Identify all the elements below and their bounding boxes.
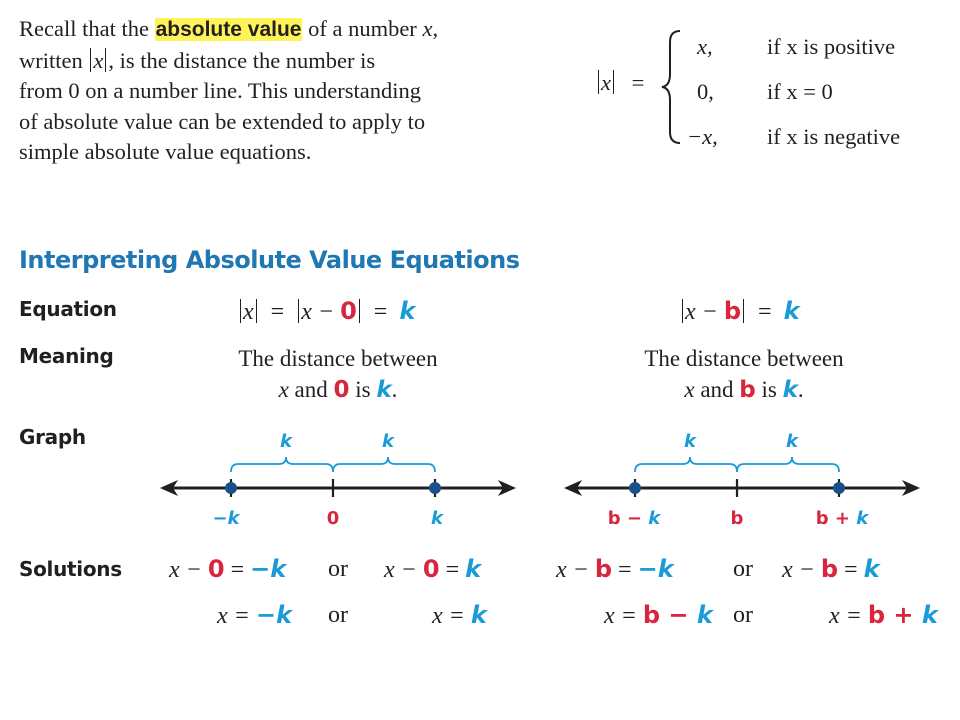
intro-text: of a number — [302, 16, 423, 41]
var-x: x — [684, 377, 695, 402]
b-plus-k-value: b + k — [867, 601, 938, 629]
equals-sign: = — [612, 557, 638, 583]
solution-point — [629, 482, 641, 494]
k-value: k — [863, 555, 880, 583]
solution-right-row1-a — [556, 555, 674, 584]
equation-left — [238, 297, 415, 326]
abs-bar — [105, 48, 106, 72]
expr-x-equals: x = — [432, 603, 471, 629]
expr-x-equals: x = — [604, 603, 643, 629]
expr-x-minus: x − — [384, 557, 423, 583]
b-value: b — [739, 377, 756, 403]
solution-point — [833, 482, 845, 494]
neg-k-value: −k — [637, 555, 674, 583]
k-value: k — [399, 297, 416, 325]
brace-label-k: k — [786, 431, 798, 452]
number-line-left — [158, 425, 518, 535]
curly-brace-icon — [660, 28, 684, 146]
or-text: or — [733, 602, 753, 628]
k-value: k — [782, 377, 798, 403]
var-x: x — [243, 299, 254, 325]
solution-right-row1-b — [782, 555, 880, 584]
abs-bar — [613, 70, 614, 94]
solution-point — [429, 482, 441, 494]
row-label-meaning: Meaning — [19, 344, 114, 368]
b-value: b — [820, 555, 839, 583]
meaning-text: . — [797, 377, 804, 402]
meaning-line: The distance between — [238, 346, 438, 371]
case-condition: if x is negative — [767, 124, 901, 149]
row-label-equation: Equation — [19, 297, 117, 321]
tick-label-b: b — [730, 508, 744, 529]
or-text: or — [328, 602, 348, 628]
brace-icon — [635, 457, 839, 472]
section-title: Interpreting Absolute Value Equations — [19, 246, 520, 274]
neg-k-value: −k — [255, 601, 292, 629]
equals-sign: = — [373, 299, 388, 325]
b-minus-k-value: b − k — [642, 601, 713, 629]
brace-label-k: k — [382, 431, 394, 452]
abs-bar — [743, 299, 744, 323]
meaning-right — [594, 343, 894, 406]
equals-sign: = — [270, 299, 285, 325]
zero-value: 0 — [340, 297, 357, 325]
abs-bar — [359, 299, 360, 323]
meaning-line: The distance between — [644, 346, 844, 371]
case-value: −x, — [687, 124, 718, 149]
equals-sign: = — [224, 557, 251, 583]
intro-text: , — [432, 16, 439, 41]
tick-label-zero: 0 — [326, 508, 340, 529]
case-condition: if x is positive — [767, 34, 896, 59]
tick-label-b-minus-k: b − k — [607, 508, 661, 529]
solution-right-row2-b — [829, 601, 938, 630]
abs-bar — [598, 70, 599, 94]
expr-x-equals: x = — [217, 603, 256, 629]
equals-sign: = — [758, 299, 772, 325]
abs-bar — [298, 299, 299, 323]
case-row — [687, 24, 900, 69]
neg-k-value: −k — [250, 555, 287, 583]
equation-right — [680, 297, 800, 326]
case-value: 0, — [697, 79, 714, 104]
equals-sign: = — [838, 557, 864, 583]
tick-label-b-plus-k: b + k — [815, 508, 869, 529]
case-value: x, — [697, 34, 713, 59]
solution-point — [225, 482, 237, 494]
intro-text: , is the distance the number is — [108, 47, 376, 73]
abs-bar — [240, 299, 241, 323]
brace-icon — [231, 457, 435, 472]
expr-x-minus: x − — [685, 299, 724, 325]
abs-bar — [90, 48, 91, 72]
var-x: x — [278, 377, 289, 402]
var-x: x — [93, 47, 104, 73]
b-value: b — [723, 297, 742, 325]
solution-left-row2-b — [432, 601, 487, 630]
meaning-text: and — [694, 377, 740, 402]
solution-left-row1-a — [169, 555, 286, 584]
brace-label-k: k — [280, 431, 292, 452]
highlighted-term: absolute value — [155, 18, 302, 41]
abs-bar — [682, 299, 683, 323]
intro-line: of absolute value can be extended to apply to — [19, 108, 426, 134]
k-value: k — [376, 377, 392, 403]
meaning-line — [188, 374, 488, 406]
zero-value: 0 — [422, 555, 440, 583]
meaning-line — [594, 374, 894, 406]
meaning-text: and — [288, 377, 334, 402]
intro-text: Recall that the — [19, 16, 155, 41]
number-line-right — [562, 425, 922, 535]
brace-label-k: k — [684, 431, 696, 452]
case-condition: if x = 0 — [767, 79, 833, 104]
intro-line: simple absolute value equations. — [19, 139, 312, 164]
or-text: or — [328, 556, 348, 582]
zero-value: 0 — [333, 377, 350, 403]
equals-sign: = — [631, 70, 645, 95]
zero-value: 0 — [207, 555, 225, 583]
meaning-text: is — [755, 377, 783, 402]
k-value: k — [465, 555, 482, 583]
or-text: or — [733, 556, 753, 582]
expr-x-minus: x − — [169, 557, 208, 583]
solution-left-row2-a — [217, 601, 292, 630]
row-label-solutions: Solutions — [19, 557, 122, 581]
row-label-graph: Graph — [19, 425, 86, 449]
var-x: x — [601, 70, 611, 95]
case-row — [687, 114, 900, 159]
solution-right-row2-a — [604, 601, 713, 630]
tick-label-neg-k: −k — [212, 508, 240, 529]
intro-line: from 0 on a number line. This understanding — [19, 78, 422, 103]
expr-x-equals: x = — [829, 603, 868, 629]
intro-text: written — [19, 47, 89, 73]
abs-bar — [256, 299, 257, 323]
b-value: b — [594, 555, 613, 583]
meaning-text: . — [391, 377, 398, 402]
expr-x-minus: x − — [556, 557, 595, 583]
meaning-left — [188, 343, 488, 406]
expr-x-minus: x − — [301, 299, 341, 325]
equals-sign: = — [439, 557, 466, 583]
definition-lhs — [596, 70, 644, 96]
var-x: x — [422, 16, 433, 41]
k-value: k — [783, 297, 800, 325]
intro-paragraph — [19, 14, 559, 168]
solution-left-row1-b — [384, 555, 481, 584]
expr-x-minus: x − — [782, 557, 821, 583]
definition-cases — [687, 24, 900, 159]
case-row — [687, 69, 900, 114]
meaning-text: is — [349, 377, 377, 402]
tick-label-k: k — [431, 508, 443, 529]
k-value: k — [470, 601, 487, 629]
